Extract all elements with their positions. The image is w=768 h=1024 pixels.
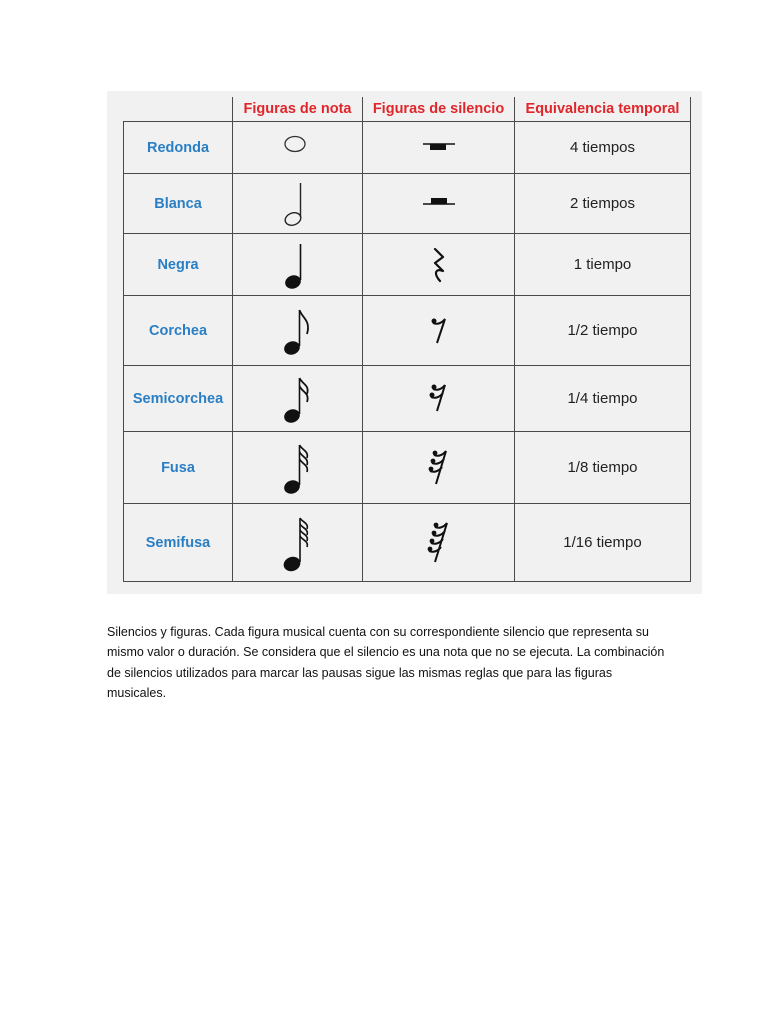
sixty-fourth-note-icon (233, 504, 363, 582)
sixty-fourth-rest-icon (363, 504, 515, 582)
sixteenth-note-icon (233, 366, 363, 432)
figure-name: Fusa (124, 432, 233, 504)
table-row (124, 234, 691, 296)
whole-note-icon (233, 122, 363, 174)
sixteenth-rest-icon (363, 366, 515, 432)
figure-name: Blanca (124, 174, 233, 234)
table-row (124, 432, 691, 504)
thirty-second-rest-icon (363, 432, 515, 504)
quarter-rest-icon (363, 234, 515, 296)
table-header-row (124, 97, 691, 122)
time-equivalence: 1/16 tiempo (515, 504, 691, 582)
half-rest-icon (363, 174, 515, 234)
header-note-figures: Figuras de nota (233, 97, 363, 122)
table-row (124, 122, 691, 174)
quarter-note-icon (233, 234, 363, 296)
time-equivalence: 4 tiempos (515, 122, 691, 174)
header-time-equivalence: Equivalencia temporal (515, 97, 691, 122)
music-figures-image (107, 91, 702, 594)
header-rest-figures: Figuras de silencio (363, 97, 515, 122)
figure-name: Redonda (124, 122, 233, 174)
table-row (124, 296, 691, 366)
figure-name: Semifusa (124, 504, 233, 582)
image-caption: Silencios y figuras. Cada figura musical cuenta con su correspondiente silencio que representa su mismo valor o duración. Se considera que el silencio es una nota que no se ejecuta. La combinación de silencios utilizados para marcar las pausas sigue las mismas reglas que para las figuras musicales. (107, 624, 665, 700)
time-equivalence: 1/2 tiempo (515, 296, 691, 366)
music-figures-table (123, 97, 691, 582)
table-row (124, 366, 691, 432)
time-equivalence: 2 tiempos (515, 174, 691, 234)
table-row (124, 174, 691, 234)
half-note-icon (233, 174, 363, 234)
eighth-rest-icon (363, 296, 515, 366)
time-equivalence: 1/4 tiempo (515, 366, 691, 432)
table-row (124, 504, 691, 582)
time-equivalence: 1 tiempo (515, 234, 691, 296)
figure-name: Corchea (124, 296, 233, 366)
time-equivalence: 1/8 tiempo (515, 432, 691, 504)
figure-name: Semicorchea (124, 366, 233, 432)
header-blank (124, 97, 233, 122)
thirty-second-note-icon (233, 432, 363, 504)
eighth-note-icon (233, 296, 363, 366)
figure-name: Negra (124, 234, 233, 296)
whole-rest-icon (363, 122, 515, 174)
